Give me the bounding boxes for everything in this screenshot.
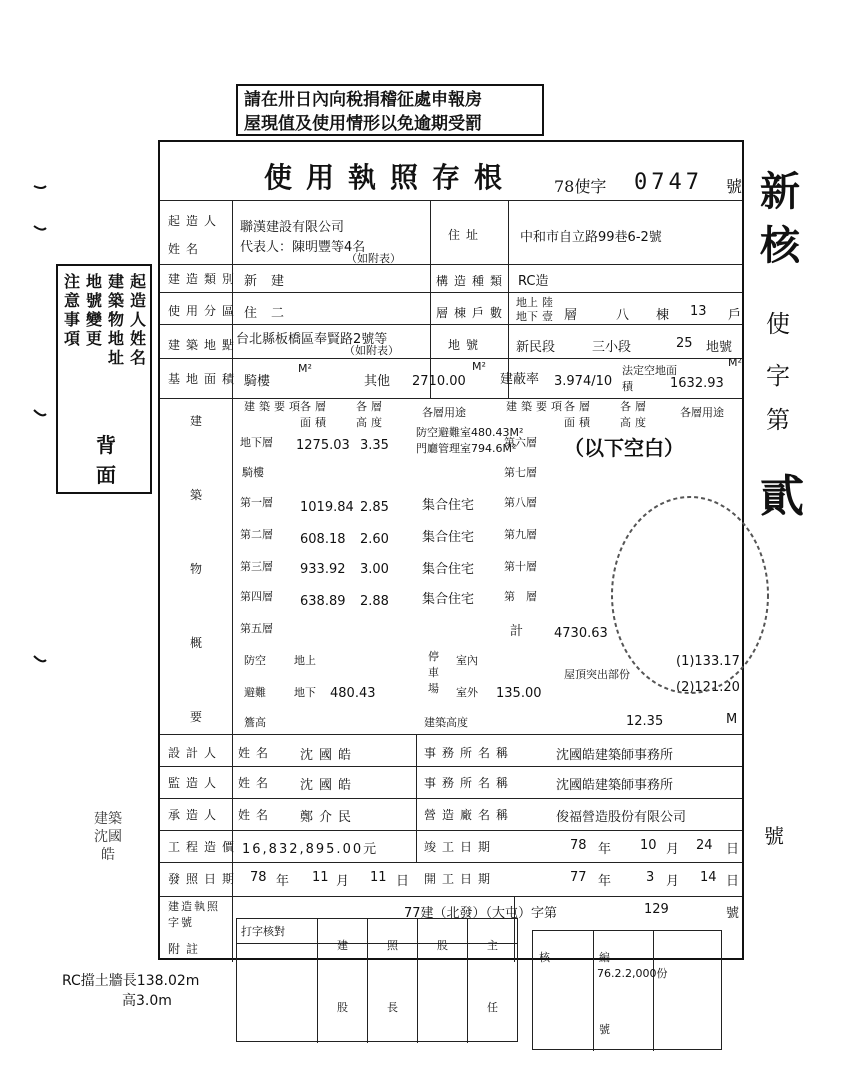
left-stamp-text1: 建築 [94, 811, 122, 827]
right-char-2: 使 [766, 310, 790, 338]
side-notes-box [56, 264, 152, 494]
right-char-0: 新 [760, 168, 800, 215]
issue-month-unit: 月 [336, 874, 350, 889]
coverage-value: 3.974/10 [554, 374, 613, 389]
buildings-unit: 棟 [656, 308, 670, 323]
grid-top-2: 照 [387, 939, 398, 952]
address-label: 住址 [448, 228, 485, 242]
col-header-use: 各層用途 [422, 406, 466, 419]
back-label: 背面 [96, 433, 116, 487]
cost-value: 16,832,895.00元 [242, 842, 379, 857]
floor-name-2f: 第二層 [240, 528, 273, 541]
applicant-company: 聯漢建設有限公司 [240, 220, 345, 235]
parking-out-value: 135.00 [496, 686, 542, 701]
start-year-unit: 年 [598, 874, 612, 889]
contractor-firm: 俊福營造股份有限公司 [556, 810, 687, 825]
open-value: 1632.93 [670, 376, 724, 391]
left-stamp [88, 810, 128, 864]
total-value: 4730.63 [554, 626, 608, 641]
right-char-3: 字 [766, 362, 790, 390]
floors-down-n: 壹 [542, 310, 553, 323]
floor-name-3f: 第三層 [240, 560, 273, 573]
basement-extra-2: 門廳管理室794.6M² [416, 442, 517, 455]
start-month-unit: 月 [666, 874, 680, 889]
designer-name-label: 姓名 [238, 746, 275, 760]
completed-label: 竣工日期 [424, 840, 497, 854]
floors-up-n: 陸 [542, 296, 553, 309]
structure-label: 構造種類 [436, 274, 509, 288]
floor-name-nf: 第 層 [504, 590, 537, 603]
type-value: 新建 [244, 274, 299, 289]
right-char-5: 貳 [760, 471, 804, 522]
side-note-col1: 起造人姓名 [130, 272, 147, 367]
completed-day-unit: 日 [726, 842, 740, 857]
grid-top-3: 股 [437, 939, 448, 952]
parking-label: 停車場 [428, 650, 439, 695]
building-side-2: 物 [190, 562, 209, 576]
shelter-label: 防空 [244, 654, 266, 667]
designer-name: 沈國皓 [300, 748, 358, 763]
building-side-1: 築 [190, 488, 209, 502]
blank-note: （以下空白） [564, 436, 684, 460]
grid-bottom-4: 任 [487, 1001, 498, 1014]
evac-label: 避難 [244, 686, 266, 699]
cost-label: 工程造價 [168, 840, 241, 854]
left-stamp-text2: 沈國皓 [94, 829, 122, 863]
grid-bottom-1: 股 [337, 1001, 348, 1014]
supervisor-office: 沈國皓建築師事務所 [556, 778, 674, 793]
binding-marks [30, 180, 50, 700]
lot-label: 地號 [448, 338, 485, 352]
height-value: 12.35 [626, 714, 664, 729]
area-unit-2: M² [472, 360, 486, 373]
grid-top-0: 打字核對 [241, 925, 285, 938]
floor-area-b1: 1275.03 [296, 438, 350, 453]
issue-day: 11 [370, 870, 387, 885]
bottom-note-line2: 高3.0m [122, 993, 172, 1009]
location-label: 建築地點 [168, 338, 241, 352]
start-year: 77 [570, 870, 587, 885]
floor-name-6f: 第六層 [504, 436, 537, 449]
col-header-items-2: 建築要項 [506, 400, 566, 413]
issue-month: 11 [312, 870, 329, 885]
floors-text: 層 [564, 308, 578, 323]
floor-name-5f: 第五層 [240, 622, 273, 635]
start-day-unit: 日 [726, 874, 740, 889]
floor-name-4f: 第四層 [240, 590, 273, 603]
floor-area-3f: 933.92 [300, 562, 346, 577]
permit-number-prefix: 78使字 [554, 177, 607, 196]
open-label: 法定空地面積 [622, 364, 677, 393]
grid2-0: 核 [539, 951, 550, 964]
buildings-count: 八 [616, 308, 630, 323]
building-side-3: 概 [190, 636, 209, 650]
right-char-1: 核 [760, 222, 800, 269]
lot-section: 新民段 [516, 340, 556, 355]
basement-extra-1: 防空避難室480.43M² [416, 426, 524, 439]
shelter-value: 480.43 [330, 686, 376, 701]
floor-name-arcade: 騎樓 [242, 466, 264, 479]
contractor-name-label: 姓名 [238, 808, 275, 822]
shelter-up: 地上 [294, 654, 316, 667]
location-address: 台北縣板橋區奉賢路2號等 [236, 332, 388, 347]
zone-value: 住二 [244, 306, 299, 321]
floors-down: 地下 [516, 310, 538, 323]
permit-suffix: 號 [726, 906, 740, 921]
total-label: 計 [510, 624, 524, 639]
location-note: （如附表） [344, 344, 399, 357]
side-note-col2: 建築物地址 [108, 272, 125, 367]
supervisor-name: 沈國皓 [300, 778, 358, 793]
supervisor-label: 監造人 [168, 776, 223, 790]
start-day: 14 [700, 870, 717, 885]
lot-suffix: 地號 [706, 340, 733, 355]
area-arcade: 騎樓 [244, 374, 271, 389]
completed-day: 24 [696, 838, 713, 853]
coverage-label: 建蔽率 [500, 372, 540, 387]
permit-value: 77建（北發）（大屯）字第 [404, 906, 558, 921]
structure-value: RC造 [518, 274, 549, 289]
floor-name-1f: 第一層 [240, 496, 273, 509]
floor-name-b1: 地下層 [240, 436, 273, 449]
eave-label: 簷高 [244, 716, 266, 729]
bottom-note [62, 970, 199, 1010]
floor-height-3f: 3.00 [360, 562, 389, 577]
col-header-area: 各層面積 [300, 400, 330, 429]
floor-name-9f: 第九層 [504, 528, 537, 541]
zone-label: 使用分區 [168, 304, 241, 318]
area-other: 其他 [364, 374, 391, 389]
round-stamp [600, 490, 770, 700]
area-unit-3: M² [728, 356, 742, 369]
permit-number-suffix: 號 [726, 177, 743, 196]
contractor-name: 鄭介民 [300, 810, 358, 825]
contractor-firm-label: 營造廠名稱 [424, 808, 515, 822]
right-char-6: 號 [764, 824, 784, 848]
applicant-address: 中和市自立路99巷6-2號 [520, 230, 662, 245]
grid-top-4: 主 [487, 939, 498, 952]
issue-year-unit: 年 [276, 874, 290, 889]
parking-out: 室外 [456, 686, 478, 699]
height-label: 建築高度 [424, 716, 468, 729]
issue-label: 發照日期 [168, 872, 241, 886]
floor-area-2f: 608.18 [300, 532, 346, 547]
applicant-label-top: 起造人 [168, 214, 223, 228]
lot-subsection: 三小段 [592, 340, 632, 355]
print-stamp: 76.2.2,000份 [597, 967, 668, 980]
permit-label: 建造執照字號 [168, 900, 220, 929]
floor-use-4f: 集合住宅 [422, 592, 475, 607]
permit-number-value: 129 [644, 902, 669, 917]
area-unit-1: M² [298, 362, 312, 375]
supervisor-office-label: 事務所名稱 [424, 776, 515, 790]
roof-value-1: (1)133.17 [676, 654, 740, 669]
completed-year: 78 [570, 838, 587, 853]
form-title: 使用執照存根 [264, 161, 517, 194]
contractor-label: 承造人 [168, 808, 223, 822]
floor-use-2f: 集合住宅 [422, 530, 475, 545]
col-header-height-2: 各層高度 [620, 400, 650, 429]
floor-height-b1: 3.35 [360, 438, 389, 453]
floor-height-2f: 2.60 [360, 532, 389, 547]
type-label: 建造類別 [168, 272, 241, 286]
floor-height-1f: 2.85 [360, 500, 389, 515]
remarks-grid [236, 918, 518, 1042]
floors-label: 層棟戶數 [436, 306, 509, 320]
col-header-height: 各層高度 [356, 400, 386, 429]
remarks-grid-2 [532, 930, 722, 1050]
issue-day-unit: 日 [396, 874, 410, 889]
side-note-col4: 注意事項 [64, 272, 81, 348]
floor-area-1f: 1019.84 [300, 500, 354, 515]
designer-office-label: 事務所名稱 [424, 746, 515, 760]
notice-box [236, 84, 544, 136]
applicant-rep-note: （如附表） [346, 252, 401, 265]
completed-month: 10 [640, 838, 657, 853]
height-unit: M [726, 712, 738, 727]
issue-year: 78 [250, 870, 267, 885]
designer-label: 設計人 [168, 746, 223, 760]
units-unit: 戶 [728, 308, 742, 323]
shelter-down: 地下 [294, 686, 316, 699]
roof-label: 屋頂突出部份 [564, 668, 630, 681]
grid-top-1: 建 [337, 939, 348, 952]
notice-line-2: 屋現值及使用情形以免逾期受罰 [244, 114, 482, 134]
completed-year-unit: 年 [598, 842, 612, 857]
side-note-col3: 地號變更 [86, 272, 103, 348]
applicant-label-bottom: 姓名 [168, 242, 205, 256]
grid-bottom-2: 長 [387, 1001, 398, 1014]
area-other-value: 2710.00 [412, 374, 466, 389]
floor-name-10f: 第十層 [504, 560, 537, 573]
building-side-0: 建 [190, 414, 209, 428]
floor-height-4f: 2.88 [360, 594, 389, 609]
col-header-area-2: 各層面積 [564, 400, 594, 429]
floor-use-3f: 集合住宅 [422, 562, 475, 577]
floors-up: 地上 [516, 296, 538, 309]
floor-area-4f: 638.89 [300, 594, 346, 609]
building-side-4: 要 [190, 710, 209, 724]
col-header-use-2: 各層用途 [680, 406, 724, 419]
grid2-2: 號 [599, 1023, 610, 1036]
col-header-items: 建築要項 [244, 400, 304, 413]
designer-office: 沈國皓建築師事務所 [556, 748, 674, 763]
supervisor-name-label: 姓名 [238, 776, 275, 790]
right-char-4: 第 [766, 406, 790, 434]
start-label: 開工日期 [424, 872, 497, 886]
start-month: 3 [646, 870, 655, 885]
roof-value-2: (2)121.20 [676, 680, 740, 695]
floor-name-7f: 第七層 [504, 466, 537, 479]
notice-line-1: 請在卅日內向稅捐稽征處申報房 [244, 90, 482, 110]
completed-month-unit: 月 [666, 842, 680, 857]
permit-number: 0747 [634, 170, 703, 195]
remarks-label: 附註 [168, 942, 205, 956]
lot-number: 25 [676, 336, 693, 351]
parking-in: 室內 [456, 654, 478, 667]
floor-use-1f: 集合住宅 [422, 498, 475, 513]
floor-name-8f: 第八層 [504, 496, 537, 509]
units-count: 13 [690, 304, 707, 319]
applicant-rep: 代表人：陳明豐等4名 [240, 240, 366, 255]
grid2-1: 編 [599, 951, 610, 964]
bottom-note-line1: RC擋土牆長138.02m [62, 973, 200, 989]
area-label: 基地面積 [168, 372, 241, 386]
